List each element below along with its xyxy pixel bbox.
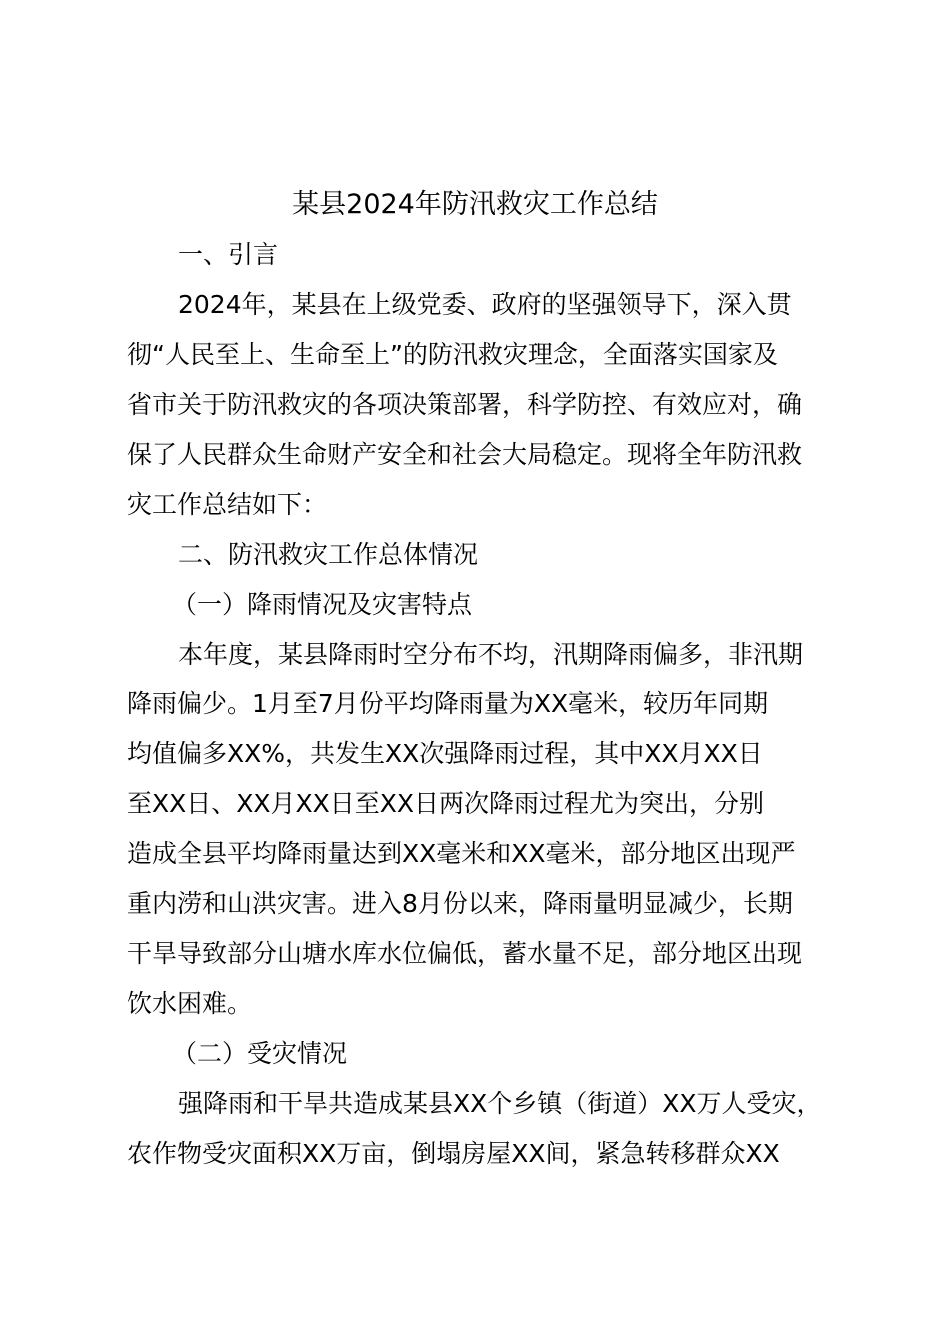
subsection-heading-rainfall: （一）降雨情况及灾害特点 (172, 590, 473, 619)
paragraph-line: 重内涝和山洪灾害。进入8月份以来，降雨量明显减少，长期 (127, 889, 793, 918)
paragraph-line: 降雨偏少。1月至7月份平均降雨量为XX毫米，较历年同期 (127, 689, 769, 718)
paragraph-line: 饮水困难。 (127, 989, 253, 1018)
paragraph-line: 干旱导致部分山塘水库水位偏低，蓄水量不足，部分地区出现 (127, 939, 803, 968)
section-heading-introduction: 一、引言 (178, 240, 279, 269)
paragraph-line: 均值偏多XX%，共发生XX次强降雨过程，其中XX月XX日 (127, 739, 763, 768)
section-heading-overview: 二、防汛救灾工作总体情况 (178, 540, 479, 569)
document-title: 某县2024年防汛救灾工作总结 (292, 189, 658, 220)
paragraph-line: 农作物受灾面积XX万亩，倒塌房屋XX间，紧急转移群众XX (127, 1139, 780, 1168)
paragraph-line: 彻“人民至上、生命至上”的防汛救灾理念，全面落实国家及 (127, 340, 778, 369)
paragraph-line: 强降雨和干旱共造成某县XX个乡镇（街道）XX万人受灾， (178, 1089, 822, 1118)
paragraph-line: 至XX日、XX月XX日至XX日两次降雨过程尤为突出，分别 (127, 789, 765, 818)
paragraph-line: 灾工作总结如下： (127, 490, 328, 519)
paragraph-line: 造成全县平均降雨量达到XX毫米和XX毫米，部分地区出现严 (127, 839, 796, 868)
paragraph-line: 省市关于防汛救灾的各项决策部署，科学防控、有效应对，确 (127, 390, 803, 419)
paragraph-line: 保了人民群众生命财产安全和社会大局稳定。现将全年防汛救 (127, 440, 803, 469)
paragraph-line: 本年度，某县降雨时空分布不均，汛期降雨偏多，非汛期 (178, 640, 804, 669)
subsection-heading-disaster: （二）受灾情况 (172, 1039, 348, 1068)
paragraph-line: 2024年，某县在上级党委、政府的坚强领导下，深入贯 (178, 290, 792, 319)
